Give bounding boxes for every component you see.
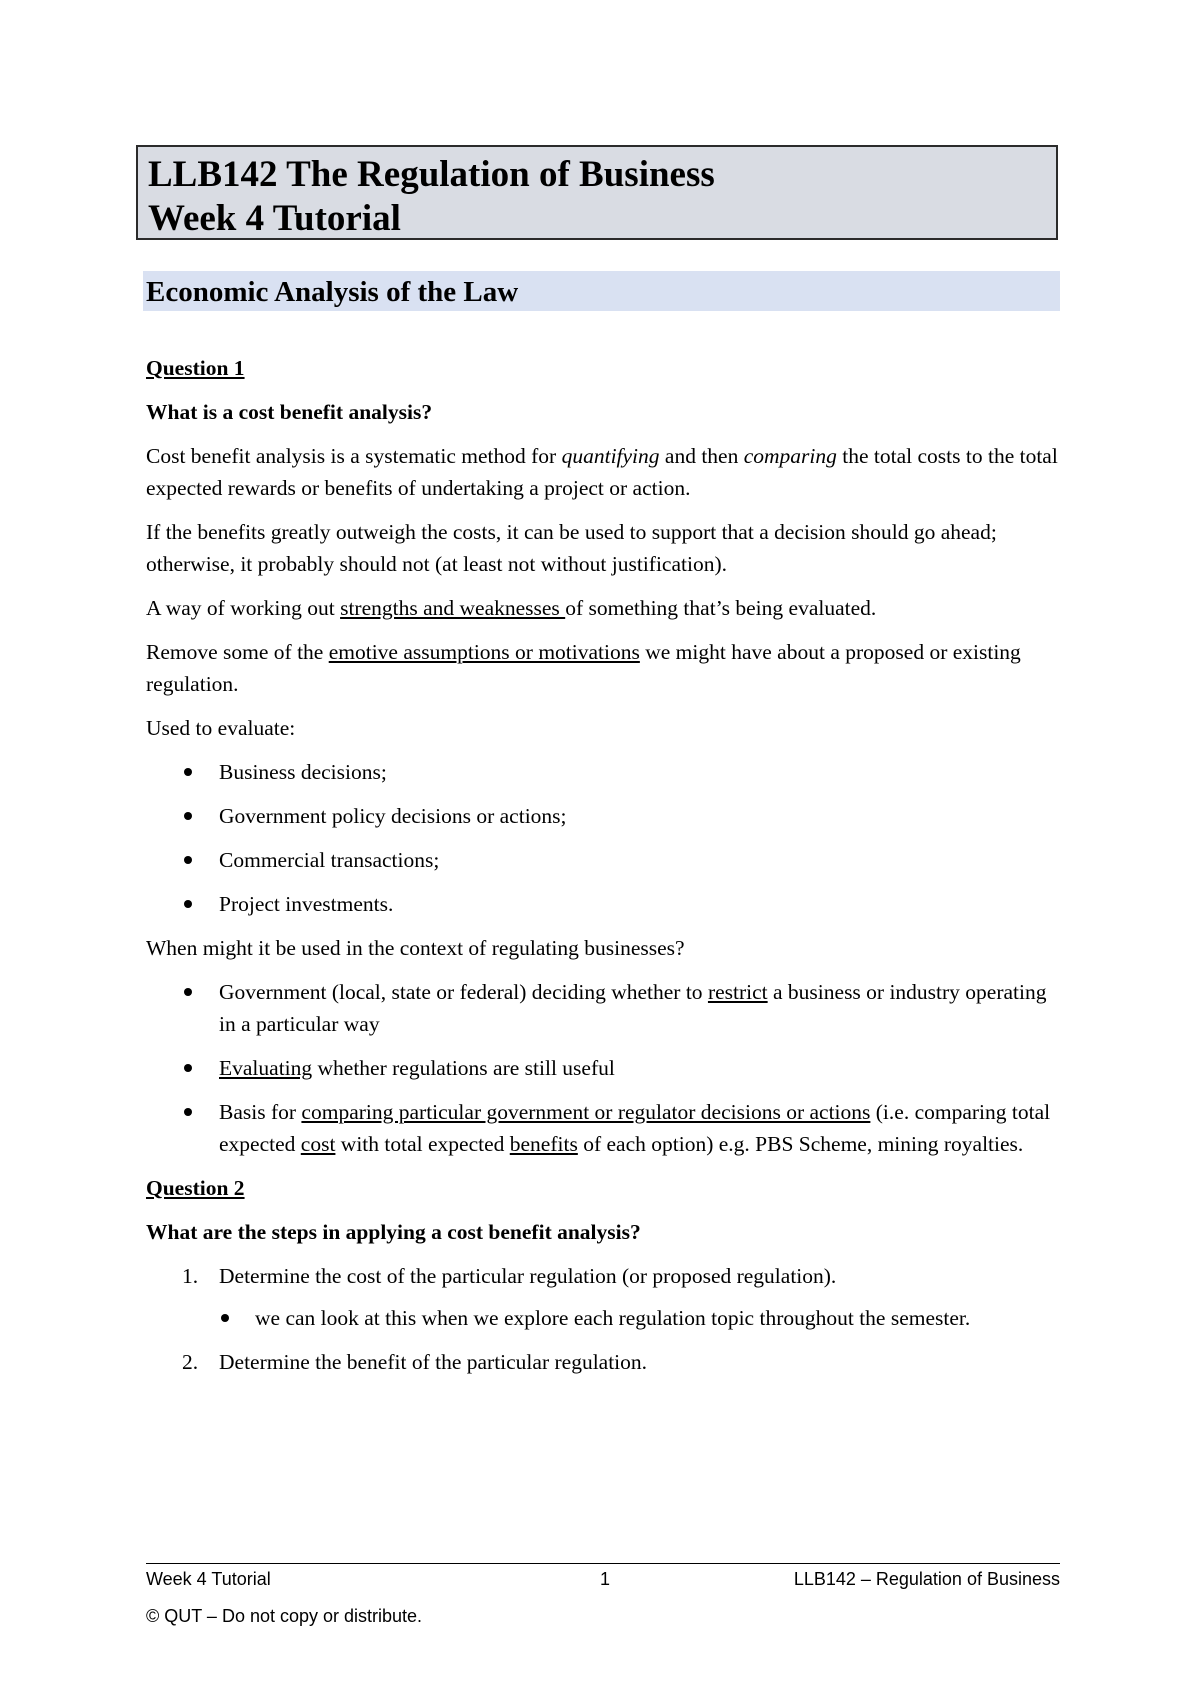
list-item: Government policy decisions or actions; [146, 800, 1066, 832]
copyright-notice: © QUT – Do not copy or distribute. [146, 1606, 423, 1626]
used-to-evaluate-intro: Used to evaluate: [146, 716, 296, 740]
page-number: 1 [600, 1569, 611, 1589]
context-list [146, 976, 1066, 1160]
context-intro: When might it be used in the context of regulating businesses? [146, 936, 685, 960]
used-to-evaluate-list [146, 756, 1066, 920]
question-1-label: Question 1 [146, 356, 245, 380]
list-item: Government (local, state or federal) deciding whether to restrict a business or industry operating in a particular way [146, 976, 1066, 1040]
list-item: Business decisions; [146, 756, 1066, 788]
step-sublist [219, 1302, 1066, 1334]
step-item [146, 1260, 1066, 1334]
step-number: 1. [182, 1264, 199, 1288]
document-body [146, 352, 1066, 1390]
step-number: 2. [182, 1350, 199, 1374]
list-item: we can look at this when we explore each regulation topic throughout the semester. [219, 1302, 1066, 1334]
title-box [136, 145, 1058, 240]
question-1-text: What is a cost benefit analysis? [146, 400, 433, 424]
question-2-text: What are the steps in applying a cost benefit analysis? [146, 1220, 641, 1244]
definition-paragraph: Cost benefit analysis is a systematic method for quantifying and then comparing the total costs to the total expected rewards or benefits of undertaking a project or action. [146, 444, 1058, 500]
list-item: Evaluating whether regulations are still useful [146, 1052, 1066, 1084]
footer-divider [146, 1563, 1060, 1564]
strengths-paragraph: A way of working out strengths and weaknesses of something that’s being evaluated. [146, 596, 877, 620]
footer-right-text: LLB142 – Regulation of Business [793, 1569, 1060, 1589]
page-footer [146, 1567, 1060, 1591]
list-item: Commercial transactions; [146, 844, 1066, 876]
step-text: Determine the benefit of the particular regulation. [219, 1350, 648, 1374]
step-text: Determine the cost of the particular regulation (or proposed regulation). [219, 1264, 837, 1288]
section-title: Economic Analysis of the Law [146, 276, 519, 308]
section-heading-band [143, 271, 1060, 311]
footer-left-text: Week 4 Tutorial [146, 1569, 271, 1589]
list-item: Basis for comparing particular government or regulator decisions or actions (i.e. comparing total expected cost with total expected benefits of each option) e.g. PBS Scheme, mining royalties. [146, 1096, 1066, 1160]
emotive-paragraph: Remove some of the emotive assumptions or motivations we might have about a proposed or existing regulation. [146, 640, 1021, 696]
tutorial-subtitle: Week 4 Tutorial [148, 198, 401, 239]
step-item [146, 1346, 1066, 1378]
course-title: LLB142 The Regulation of Business [148, 154, 715, 195]
list-item: Project investments. [146, 888, 1066, 920]
steps-list [146, 1260, 1066, 1378]
benefits-paragraph: If the benefits greatly outweigh the costs, it can be used to support that a decision should go ahead; otherwise, it probably should not (at least not without justification). [146, 520, 997, 576]
question-2-label: Question 2 [146, 1176, 245, 1200]
